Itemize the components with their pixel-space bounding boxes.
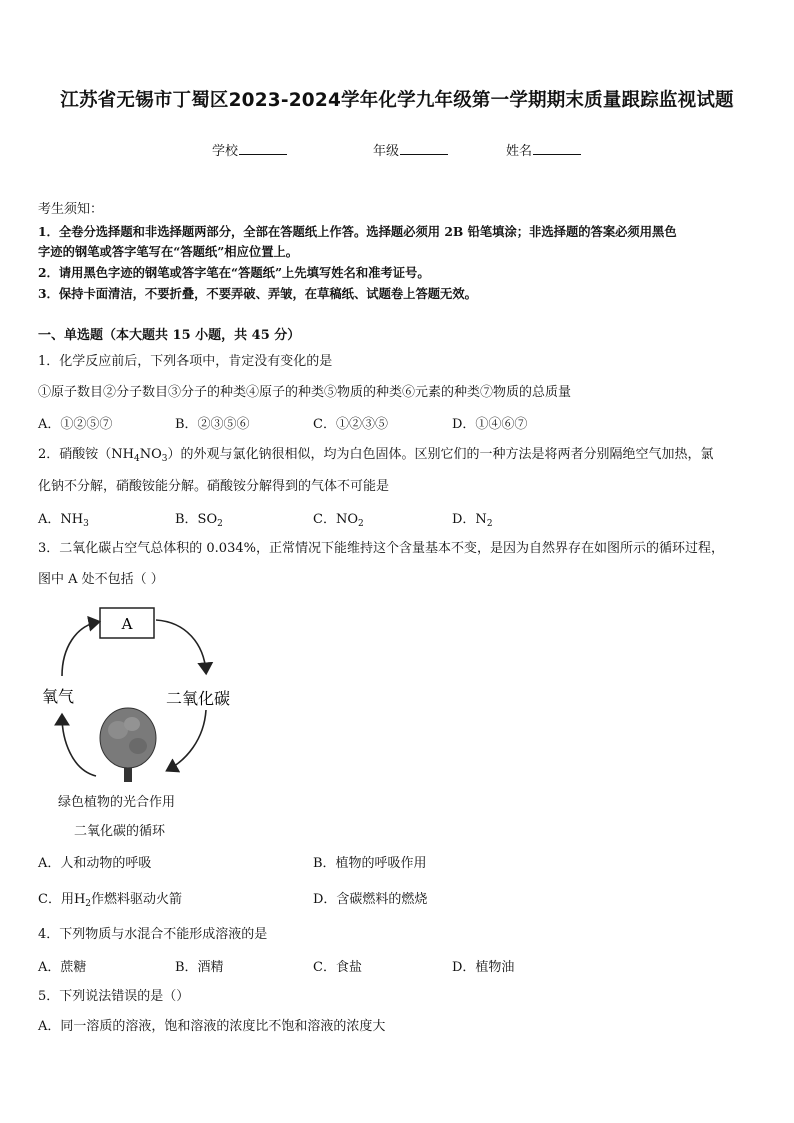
notice-heading: 考生须知： — [38, 202, 104, 217]
arrow-tree-to-o2 — [62, 716, 96, 776]
section-heading: 一、单选题（本大题共 15 小题，共 45 分） — [38, 328, 301, 343]
tree-icon — [100, 708, 156, 782]
q2-c-sub: 2 — [357, 519, 364, 529]
q5-stem: 5．下列说法错误的是（） — [38, 989, 190, 1004]
page-title: 江苏省无锡市丁蜀区2023-2024学年化学九年级第一学期期末质量跟踪监视试题 — [60, 90, 734, 111]
q5-option-a: A．同一溶质的溶液，饱和溶液的浓度比不饱和溶液的浓度大 — [38, 1019, 386, 1034]
name-field — [506, 140, 581, 159]
q2-stem-pre: 2．硝酸铵（NH — [38, 447, 134, 462]
q2-sub-2: 3 — [161, 454, 168, 464]
q2-a-text: A．NH — [38, 512, 84, 527]
q4-option-c: C．食盐 — [313, 960, 362, 975]
q3-c-post: 作燃料驱动火箭 — [91, 892, 183, 907]
oxygen-label: 氧气 — [42, 687, 75, 706]
carbon-cycle-diagram — [38, 600, 258, 810]
q2-stem-post: ）的外观与氯化钠很相似，均为白色固体。区别它们的一种方法是将两者分别隔绝空气加热，氯 — [167, 447, 714, 462]
notice-line-3: 3．保持卡面清洁，不要折叠，不要弄破、弄皱，在草稿纸、试题卷上答题无效。 — [38, 286, 477, 301]
q2-stem-line-1 — [38, 445, 714, 469]
q3-stem-line-1: 3．二氧化碳占空气总体积的 0.034%，正常情况下能维持这个含量基本不变，是因为自然界存在如图所示的循环过程， — [38, 541, 724, 556]
q2-d-text: D．N — [452, 512, 487, 527]
q2-sub-1: 4 — [133, 454, 140, 464]
school-label: 学校 — [212, 144, 239, 159]
diagram-caption: 二氧化碳的循环 — [74, 824, 166, 839]
q1-stem: 1．化学反应前后，下列各项中，肯定没有变化的是 — [38, 354, 333, 369]
name-blank — [533, 142, 581, 155]
q3-option-c — [38, 888, 182, 909]
notice-line-1b: 字迹的钢笔或答字笔写在“答题纸”相应位置上。 — [38, 244, 299, 259]
q1-items: ①原子数目②分子数目③分子的种类④原子的种类⑤物质的种类⑥元素的种类⑦物质的总质量 — [38, 385, 572, 400]
q4-stem: 4．下列物质与水混合不能形成溶液的是 — [38, 927, 268, 942]
q3-option-a: A．人和动物的呼吸 — [38, 856, 152, 871]
q2-stem-line-2: 化钠不分解，硝酸铵能分解。硝酸铵分解得到的气体不可能是 — [38, 479, 390, 494]
q3-stem-line-2: 图中 A 处不包括（ ） — [38, 572, 164, 587]
q3-c-sub: 2 — [85, 899, 92, 909]
q1-option-b: B．②③⑤⑥ — [175, 417, 250, 432]
q4-option-a: A．蔗糖 — [38, 960, 87, 975]
photosynthesis-label: 绿色植物的光合作用 — [58, 795, 176, 810]
q3-option-b: B．植物的呼吸作用 — [313, 856, 427, 871]
notice-line-1: 1．全卷分选择题和非选择题两部分，全部在答题纸上作答。选择题必须用 2B 铅笔填涂；非选择题的答案必须用黑色 — [38, 224, 677, 239]
q2-option-c — [313, 508, 364, 529]
q1-option-a: A．①②⑤⑦ — [38, 417, 113, 432]
q2-option-b — [175, 508, 223, 529]
q2-b-text: B．SO — [175, 512, 218, 527]
q3-c-pre: C．用H — [38, 892, 86, 907]
grade-field — [373, 140, 448, 159]
notice-line-2: 2．请用黑色字迹的钢笔或答字笔在“答题纸”上先填写姓名和准考证号。 — [38, 265, 430, 280]
q4-option-b: B．酒精 — [175, 960, 224, 975]
school-blank — [239, 142, 287, 155]
q2-a-sub: 3 — [83, 519, 89, 529]
school-field — [212, 140, 287, 159]
grade-blank — [400, 142, 448, 155]
q2-c-text: C．NO — [313, 512, 358, 527]
arrow-co2-to-tree — [168, 710, 206, 770]
q1-option-c: C．①②③⑤ — [313, 417, 388, 432]
q2-option-a — [38, 508, 89, 529]
q2-option-d — [452, 508, 493, 529]
arrow-a-to-co2 — [156, 620, 206, 672]
grade-label: 年级 — [373, 144, 400, 159]
q2-d-sub: 2 — [486, 519, 493, 529]
q1-option-d: D．①④⑥⑦ — [452, 417, 528, 432]
q4-option-d: D．植物油 — [452, 960, 515, 975]
name-label: 姓名 — [506, 144, 533, 159]
co2-label: 二氧化碳 — [166, 689, 231, 708]
q2-stem-mid: NO — [139, 447, 162, 462]
arrow-o2-to-a — [62, 622, 98, 676]
q2-b-sub: 2 — [217, 519, 223, 529]
a-box-label: A — [121, 615, 133, 633]
q3-option-d: D．含碳燃料的燃烧 — [313, 892, 428, 907]
